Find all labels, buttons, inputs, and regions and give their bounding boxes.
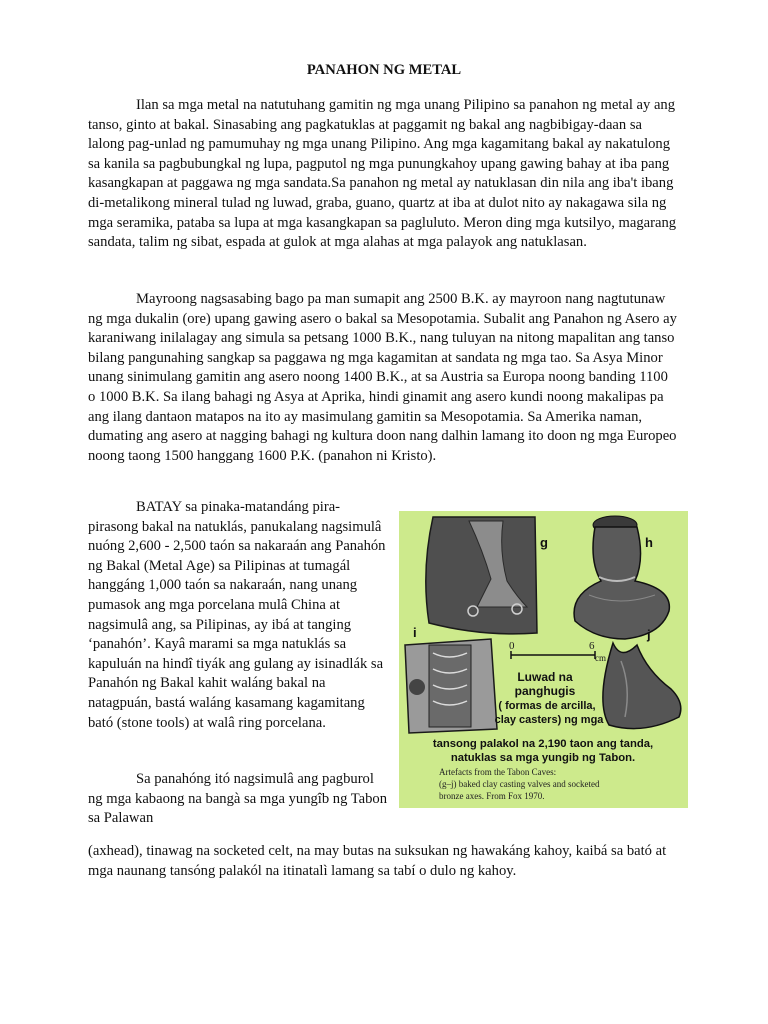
caption-line-5: tansong palakol na 2,190 taon ang tanda, [432, 738, 654, 750]
artifact-illustration [399, 511, 688, 808]
caption-line-2: panghugis [514, 684, 576, 698]
paragraph-1: Ilan sa mga metal na natutuhang gamitin ng mga unang Pilipino sa panahon ng metal ay ang tanso, ginto at bakal. Sinasabing ang pagkatuklas at paggamit ng bakal ang nagbibigay-daan sa lalong pag-unlad ng pamumuhay ng mga unang Pilipino. Ang mga kagamitang bakal ay nakatulong sa kanila sa pagbubungkal ng lupa, pagputol ng mga punungkahoy upang gawing bahay at iba pang kasangkapan at paggawa ng mga sandata.Sa panahon ng metal ay natuklasan din nila ang iba't ibang di-metalikong mineral tulad ng luwad, graba, guano, quartz at iba at dulot nito ay nakagawa sila ng mga seramika, pataba sa lupa at mga kasangkapan sa pagluluto. Meron ding mga kutsilyo, magarang sandata, talim ng sibat, espada at gulok at mga alahas at mga palayok ang natuklasan. [88, 97, 677, 251]
label-g: g [540, 535, 548, 550]
artifact-j-axe-head [603, 643, 681, 729]
scale-six: 6 [589, 640, 595, 652]
scale-zero: 0 [509, 640, 515, 652]
artifact-figure [399, 511, 688, 808]
credit-line-2: (g–j) baked clay casting valves and socketed [439, 779, 600, 789]
paragraph-2: Mayroong nagsasabing bago pa man sumapit ang 2500 B.K. ay mayroon nang nagtutunaw ng mga dukalin (ore) upang gawing asero o bakal sa Mesopotamia. Subalit ang Panahon ng Asero ay karaniwang inilalagay ang simula sa petsang 1000 B.K., nang tuluyan na nitong mapalitan ang tanso bilang pangunahing sangkap sa paggawa ng mga kagamitan at sandata ng mga tao. Sa Asya Minor unang sinimulang gamitin ang asero noong 1400 B.K., at sa Austria sa Europa noong banding 1100 o 1000 B.K. Sa ilang bahagi ng Asya at Aprika, hindi ginamit ang asero kundi noong makalipas pa ang ilang dantaon matapos na ito ay masimulang gamitin sa Mesopotamia. Sa Amerika naman, dumating ang asero at nagging bahagi ng kultura doon nang dalhin lamang ito doon ng mga Europeo noong taong 1500 hanggang 1600 P.K. (panahon ni Kristo). [88, 291, 677, 464]
credit-line-1: Artefacts from the Tabon Caves: [439, 767, 557, 777]
caption-line-6: natuklas sa mga yungib ng Tabon. [450, 752, 636, 764]
column-paragraph-1: BATAY sa pinaka-matandáng pira-pirasong bakal na natuklás, panukalang nagsimulâ nuóng 2,600 - 2,500 taón sa nakaraán ang Panahón ng Bakal (Metal Age) sa Pilipinas at tumagál hanggáng 1,000 taón sa nakaraán, nang unang pumasok ang mga porcelana mulâ China at nagsimulâ ang, sa Pilipinas, ay ibá at tanging ‘panahón’. Kayâ marami sa mga natuklás sa kapuluán na hindî tiyák ang gulang ay isinadlák sa Panahón ng Bakal kahit waláng bakal na natagpuán, bastá waláng kasamang kagamitang bató (stone tools) at walâ ring porcelana. [88, 499, 386, 731]
label-h: h [645, 535, 653, 550]
page-title: PANAHON NG METAL [306, 62, 462, 78]
closing-paragraph: (axhead), tinawag na socketed celt, na may butas na suksukan ng hawakáng kahoy, kaibá sa bató at mga naunang tansóng palakól na itinatalì lamang sa tabí o dulo ng kahoy. [88, 843, 667, 879]
scale-unit: cm [595, 653, 606, 663]
artifact-g-casting-valve [426, 517, 537, 634]
column-paragraph-2: Sa panahóng itó nagsimulâ ang pagburol ng mga kabaong na bangà sa mga yungîb ng Tabon sa Palawan [88, 771, 388, 827]
caption-line-4: clay casters) ng mga [494, 714, 604, 726]
artifact-h-socketed-axe [574, 516, 669, 639]
caption-line-3: ( formas de arcilla, [498, 700, 596, 712]
caption-line-1: Luwad na [517, 670, 573, 684]
label-j: j [647, 627, 651, 642]
scale-bar [509, 640, 606, 663]
credit-line-3: bronze axes. From Fox 1970. [439, 791, 545, 801]
label-i: i [413, 625, 417, 640]
artifact-i-valve-fragment [405, 639, 497, 733]
